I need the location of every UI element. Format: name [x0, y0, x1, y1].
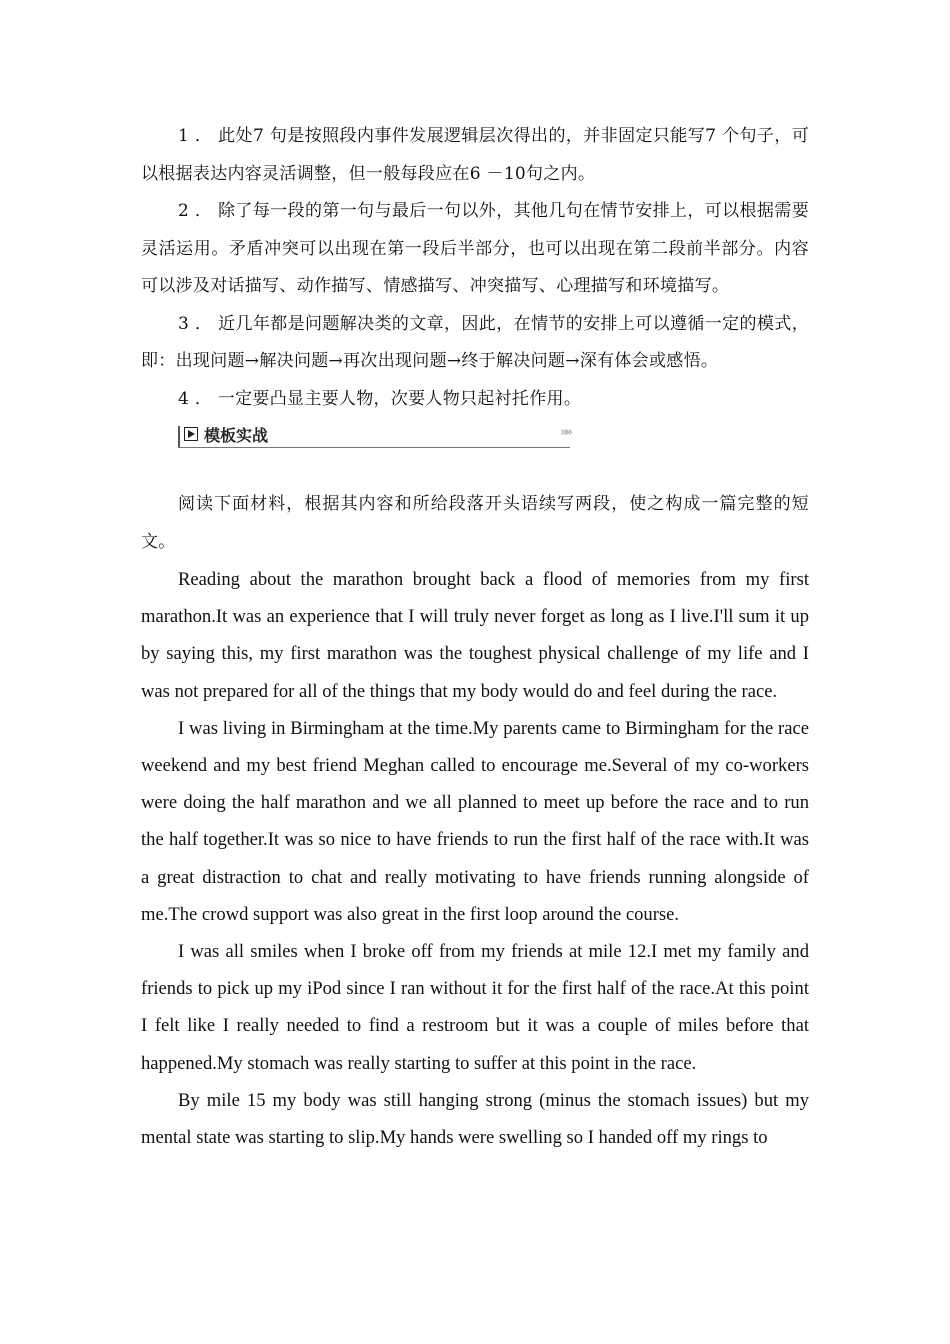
double-chevron-icon: »»	[560, 425, 570, 440]
passage-paragraph-1: Reading about the marathon brought back a flood of memories from my first marathon.It was an experience that I will truly never forget as long as I live.I'll sum it up by saying this, my first marathon was the toughest physical challenge of my life and I was not prepared for all of the things that my body would do and feel during the race.	[141, 569, 809, 702]
note-3: 3 ． 近几年都是问题解决类的文章，因此，在情节的安排上可以遵循一定的模式，即：出现问题→解决问题→再次出现问题→终于解决问题→深有体会或感悟。	[141, 313, 809, 371]
document-page	[141, 118, 809, 1156]
banner-underline	[178, 447, 570, 448]
banner-left-rule	[178, 426, 180, 447]
note-2: 2 ． 除了每一段的第一句与最后一句以外，其他几句在情节安排上，可以根据需要灵活运用。矛盾冲突可以出现在第一段后半部分，也可以出现在第二段前半部分。内容可以涉及对话描写、动作描写、情感描写、冲突描写、心理描写和环境描写。	[141, 201, 809, 296]
note-1: 1 ． 此处7 句是按照段内事件发展逻辑层次得出的，并非固定只能写7 个句子，可以根据表达内容灵活调整，但一般每段应在6 －10句之内。	[141, 126, 809, 184]
instruction-text: 阅读下面材料，根据其内容和所给段落开头语续写两段，使之构成一篇完整的短文。	[141, 494, 809, 552]
note-4: 4 ． 一定要凸显主要人物，次要人物只起衬托作用。	[178, 388, 582, 409]
play-icon	[184, 427, 198, 441]
passage-paragraph-2: I was living in Birmingham at the time.My parents came to Birmingham for the race weekend and my best friend Meghan called to encourage me.Several of my co-workers were doing the half marathon and we all planned to meet up before the race and to run the half together.It was so nice to have friends to run the first half of the race with.It was a great distraction to chat and really motivating to have friends running alongside of me.The crowd support was also great in the first loop around the course.	[141, 717, 809, 925]
passage-paragraph-3: I was all smiles when I broke off from my friends at mile 12.I met my family and friends to pick up my iPod since I ran without it for the first half of the race.At this point I felt like I really needed to find a restroom but it was a couple of miles before that happened.My stomach was really starting to suffer at this point in the race.	[141, 941, 809, 1074]
section-title: 模板实战	[204, 426, 269, 445]
section-banner	[178, 424, 570, 448]
passage-paragraph-4: By mile 15 my body was still hanging strong (minus the stomach issues) but my mental state was starting to slip.My hands were swelling so I handed off my rings to	[141, 1089, 809, 1149]
